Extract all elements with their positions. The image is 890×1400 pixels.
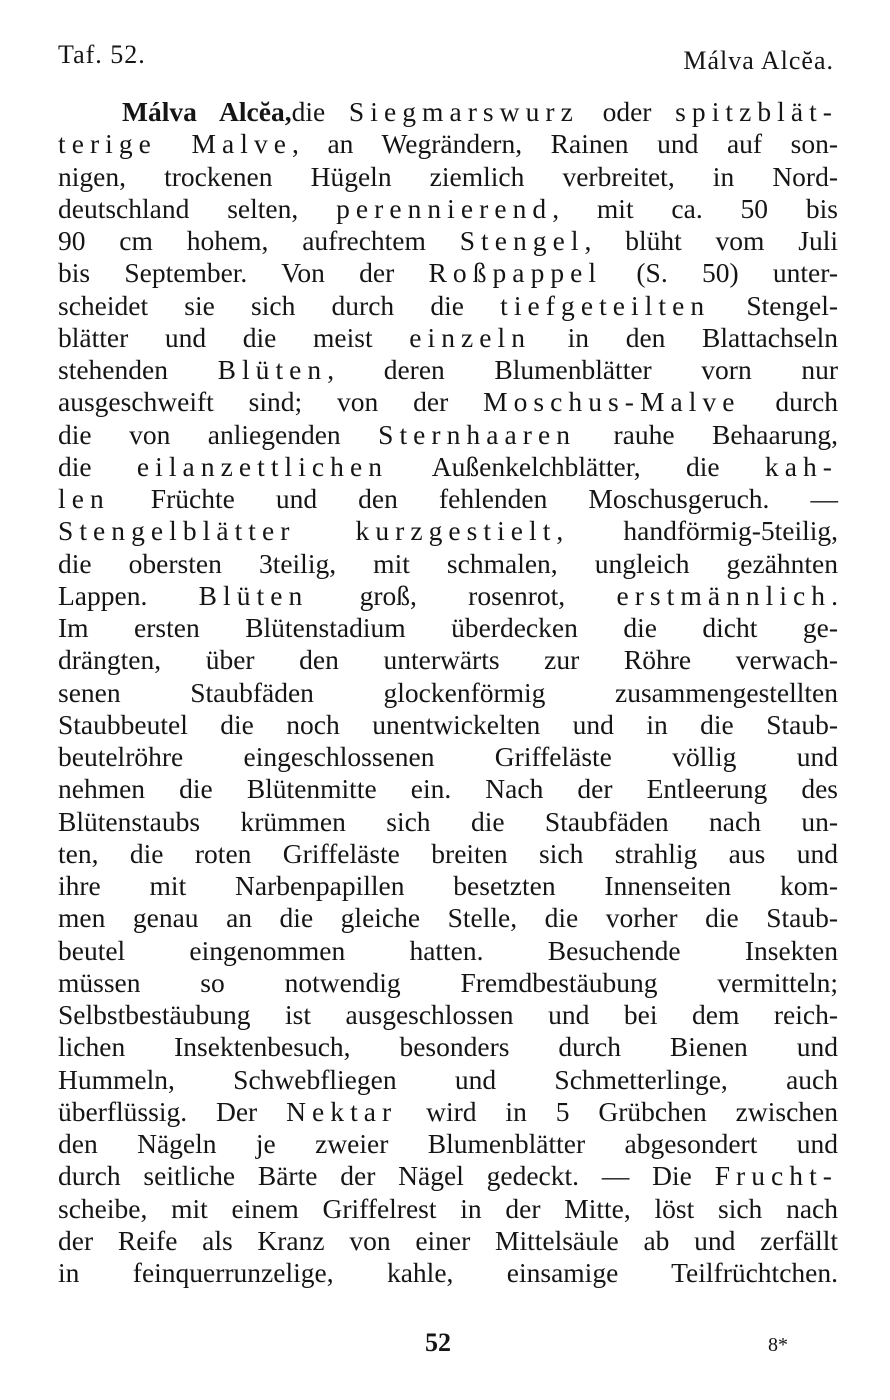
text-line: bis September. Von der Roßpappel (S. 50) unter-	[58, 257, 838, 289]
page-footer	[0, 1328, 890, 1368]
text-line: drängten, über den unterwärts zur Röhre verwach-	[58, 644, 838, 676]
text-line: durch seitliche Bärte der Nägel gedeckt. — Die Frucht-	[58, 1160, 838, 1192]
text-line: stehenden Blüten, deren Blumenblätter vorn nur	[58, 354, 838, 385]
text-line: müssen so notwendig Fremdbestäubung vermitteln;	[58, 966, 838, 998]
text-line: Selbstbestäubung ist ausgeschlossen und bei dem reich-	[58, 999, 838, 1030]
text-line: nigen, trockenen Hügeln ziemlich verbreitet, in Nord-	[58, 160, 838, 192]
running-head	[58, 40, 834, 80]
text-line: Lappen. Blüten groß, rosenrot, erstmännlich.	[58, 579, 838, 611]
text-line: ihre mit Narbenpapillen besetzten Innenseiten kom-	[58, 870, 838, 901]
text-line: der Reife als Kranz von einer Mittelsäule ab und zerfällt	[58, 1224, 838, 1256]
text-line: die von anliegenden Sternhaaren rauhe Behaarung,	[58, 418, 839, 450]
text-line: den Nägeln je zweier Blumenblätter abgesondert und	[58, 1128, 838, 1159]
text-line: die obersten 3teilig, mit schmalen, ungleich gezähnten	[58, 547, 838, 579]
plate-number: Taf. 52.	[58, 40, 146, 69]
text-line: beutel eingenommen hatten. Besuchende Insekten	[58, 934, 838, 966]
text-line: scheidet sie sich durch die tiefgeteilten Stengel-	[58, 289, 839, 321]
text-line: men genau an die gleiche Stelle, die vorher die Staub-	[58, 902, 838, 934]
text-line: nehmen die Blütenmitte ein. Nach der Entleerung des	[58, 773, 838, 805]
text-line: deutschland selten, perennierend, mit ca. 50 bis	[58, 192, 838, 224]
text-line: beutelröhre eingeschlossenen Griffeläste völlig und	[58, 741, 838, 772]
text-line: Staubbeutel die noch unentwickelten und in die Staub-	[58, 708, 838, 740]
text-line: Im ersten Blütenstadium überdecken die dicht ge-	[58, 612, 838, 643]
text-line: blätter und die meist einzeln in den Blattachseln	[58, 321, 838, 353]
text-line: Hummeln, Schwebfliegen und Schmetterlinge, auch	[58, 1063, 838, 1095]
text-line: Blütenstaubs krümmen sich die Staubfäden nach un-	[58, 805, 838, 837]
body-text	[58, 96, 838, 1289]
text-line: überflüssig. Der Nektar wird in 5 Grübchen zwischen	[58, 1095, 839, 1127]
species-heading: Málva Alcĕa.	[683, 46, 834, 75]
text-line: ausgeschweift sind; von der Moschus-Malve durch	[58, 386, 838, 418]
page-number: 52	[425, 1328, 451, 1357]
text-line: lichen Insektenbesuch, besonders durch Bienen und	[58, 1031, 838, 1063]
signature-mark: 8*	[768, 1334, 788, 1356]
text-line: terige Malve, an Wegrändern, Rainen und auf son-	[58, 128, 838, 160]
text-line: Málva Alcĕa,die Siegmarswurz oder spitzblät-	[122, 96, 838, 127]
text-line: ten, die roten Griffeläste breiten sich strahlig aus und	[58, 837, 838, 869]
text-line: scheibe, mit einem Griffelrest in der Mitte, löst sich nach	[58, 1192, 838, 1224]
text-line: in feinquerrunzelige, kahle, einsamige Teilfrüchtchen.	[58, 1257, 838, 1288]
text-line: Stengelblätter kurzgestielt, handförmig-5teilig,	[58, 515, 838, 547]
text-line: senen Staubfäden glockenförmig zusammengestellten	[58, 676, 838, 708]
text-line: 90 cm hohem, aufrechtem Stengel, blüht vom Juli	[58, 225, 838, 256]
text-line: len Früchte und den fehlenden Moschusgeruch. —	[58, 483, 838, 514]
text-line: die eilanzettlichen Außenkelchblätter, die kah-	[58, 450, 838, 482]
